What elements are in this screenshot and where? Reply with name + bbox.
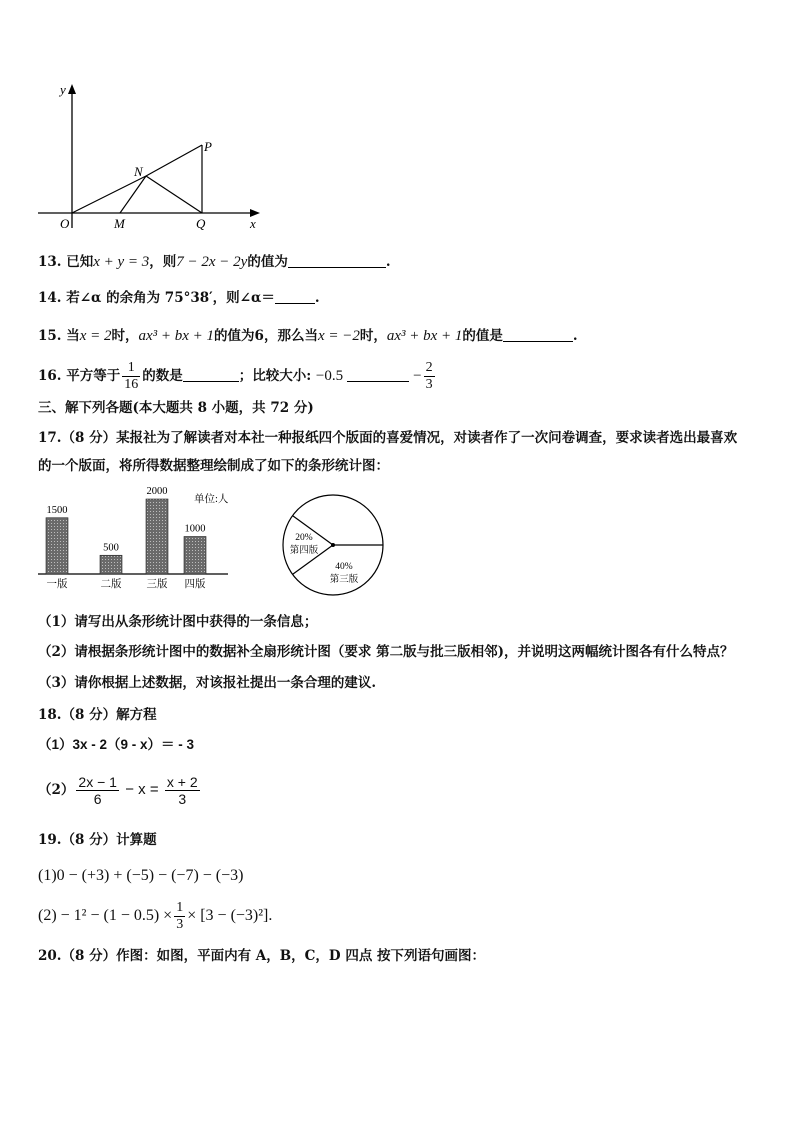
q15-number: 15. [38, 328, 62, 344]
q15-p4: 时， [359, 328, 387, 344]
q17-line1: 某报社为了解读者对本社一种报纸四个版面的喜爱情况，对读者作了一次问卷调查，要求读者选出最喜欢 [116, 430, 738, 446]
q19-e2-b: × [3 − (−3)²] [187, 907, 269, 924]
pie-center-dot [331, 543, 335, 547]
bar-category-label-2: 二版 [100, 579, 122, 590]
q19-expression-2 [38, 896, 272, 936]
q16-answer-blank-1[interactable] [183, 367, 239, 382]
bar-3 [146, 499, 168, 574]
question-13 [38, 252, 391, 272]
q14-answer-blank[interactable] [275, 289, 315, 304]
bar-chart [36, 484, 246, 594]
q20-score: （8 分） [61, 948, 117, 964]
q19-number: 19. [38, 832, 62, 848]
q13-number: 13. [38, 254, 62, 270]
q15-expr2: ax³ + bx + 1 [386, 328, 463, 344]
q20-text: 作图：如图，平面内有 A，B，C，D 四点 按下列语句画图： [116, 948, 486, 964]
q15-p1: 当 [66, 328, 80, 344]
q16-p1: 平方等于 [66, 368, 121, 384]
q19-e2-frac-den: 3 [176, 916, 184, 932]
coordinate-figure [38, 78, 278, 238]
q15-expr1: ax³ + bx + 1 [138, 328, 215, 344]
q18-equation-2 [38, 770, 202, 810]
q18-number: 18. [38, 707, 62, 723]
q19-e2-end: . [268, 907, 273, 924]
q17-number: 17. [38, 430, 62, 446]
pie-slice-3-label: 第三版 [329, 575, 359, 585]
q15-cond2: x = −2 [317, 328, 360, 344]
q18-score: （8 分） [61, 707, 117, 723]
q14-text: 若∠α 的余角为 75°38′，则∠α＝ [66, 290, 275, 306]
question-19 [38, 830, 157, 850]
q19-title: 计算题 [116, 832, 157, 848]
q14-end: . [314, 290, 320, 306]
q15-end: . [572, 328, 578, 344]
q16-frac-den: 16 [124, 377, 139, 392]
bar-category-label-3: 三版 [146, 579, 168, 590]
q19-e2-fraction [174, 900, 185, 933]
q17-score: （8 分） [61, 430, 117, 446]
segment-ON [72, 176, 146, 213]
q18-eq2-right-num: x + 2 [166, 774, 198, 790]
q13-end: . [385, 254, 391, 270]
bar-value-label-1: 1500 [46, 504, 68, 516]
bar-category-label-1: 一版 [46, 579, 68, 590]
q13-pre: 已知 [66, 254, 94, 270]
q13-answer-blank[interactable] [288, 253, 386, 268]
q16-value-1: −0.5 [315, 368, 344, 384]
q19-e2-frac-num: 1 [176, 899, 184, 915]
pie-chart [278, 488, 398, 598]
label-N: N [134, 164, 143, 179]
q15-cond1: x = 2 [79, 328, 112, 344]
q17-sub-3: （3）请你根据上述数据，对该报社提出一条合理的建议. [38, 675, 377, 691]
q14-number: 14. [38, 290, 62, 306]
q18-eq2-right-den: 3 [178, 791, 187, 807]
segment-NQ [146, 176, 202, 213]
q18-eq2-left-den: 6 [93, 791, 102, 807]
q18-eq2-left-num: 2x − 1 [78, 774, 117, 790]
label-M: M [114, 216, 125, 231]
pie-slice-3-percent: 40% [335, 562, 353, 572]
q13-expression: 7 − 2x − 2y [176, 254, 248, 270]
bar-category-label-4: 四版 [184, 579, 206, 590]
question-20 [38, 946, 485, 966]
bar-value-label-2: 500 [103, 542, 119, 554]
question-16 [38, 356, 437, 396]
y-axis-arrow-icon [68, 84, 76, 94]
q16-fraction-1-16 [122, 360, 140, 393]
segment-MN [120, 176, 146, 213]
q19-e2-a: (2) − 1² − (1 − 0.5) × [38, 907, 173, 924]
pie-slice-4-label: 第四版 [289, 546, 319, 556]
question-14 [38, 288, 320, 308]
q18-eq2-mid: − x = [125, 781, 159, 798]
label-P: P [204, 139, 212, 154]
q13-condition: x + y = 3 [93, 254, 150, 270]
q16-frac2-num: 2 [425, 360, 433, 375]
label-O: O [60, 216, 70, 231]
q18-eq2-left-fraction [76, 774, 119, 807]
q15-p3: 的值为6，那么当 [214, 328, 318, 344]
q15-p2: 时， [111, 328, 139, 344]
question-15 [38, 326, 578, 346]
q16-answer-blank-2[interactable] [347, 367, 409, 382]
section-3-title: 三、解下列各题(本大题共 8 小题，共 72 分) [38, 400, 314, 416]
bar-value-label-4: 1000 [184, 523, 206, 535]
q16-p3: ；比较大小: [238, 368, 316, 384]
q16-p2: 的数是 [142, 368, 183, 384]
q17-sub-1: （1）请写出从条形统计图中获得的一条信息； [38, 614, 318, 630]
label-Q: Q [196, 216, 206, 231]
question-17-line-2: 的一个版面，将所得数据整理绘制成了如下的条形统计图： [38, 458, 389, 474]
q13-mid: ，则 [149, 254, 177, 270]
bar-2 [100, 555, 122, 574]
label-x: x [250, 216, 256, 231]
q18-eq2-label: （2） [38, 782, 75, 798]
bar-1 [46, 518, 68, 574]
q16-minus: − [413, 368, 422, 384]
q13-post: 的值为 [247, 254, 288, 270]
q17-sub-2: （2）请根据条形统计图中的数据补全扇形统计图（要求 第二版与批三版相邻)，并说明这两幅统计图各有什么特点？ [38, 644, 734, 660]
q18-equation-1: （1）3x - 2（9 - x）＝ - 3 [38, 737, 195, 752]
q18-title: 解方程 [116, 707, 157, 723]
q15-answer-blank[interactable] [503, 327, 573, 342]
pie-slice-4-percent: 20% [295, 533, 313, 543]
question-17-line-1 [38, 428, 737, 448]
q16-fraction-2-3 [424, 360, 435, 393]
question-18 [38, 705, 157, 725]
bar-value-label-3: 2000 [146, 486, 168, 497]
q16-number: 16. [38, 368, 62, 384]
bar-4 [184, 537, 206, 575]
q19-score: （8 分） [61, 832, 117, 848]
label-y: y [60, 82, 66, 97]
segment-NP [146, 145, 202, 176]
q19-expression-1: (1)0 − (+3) + (−5) − (−7) − (−3) [38, 867, 244, 884]
q18-eq2-right-fraction [165, 774, 200, 807]
bar-unit-label: 单位:人 [194, 494, 229, 505]
q16-frac-num: 1 [122, 360, 140, 377]
q16-frac2-den: 3 [425, 377, 433, 392]
q20-number: 20. [38, 948, 62, 964]
q15-p5: 的值是 [462, 328, 503, 344]
